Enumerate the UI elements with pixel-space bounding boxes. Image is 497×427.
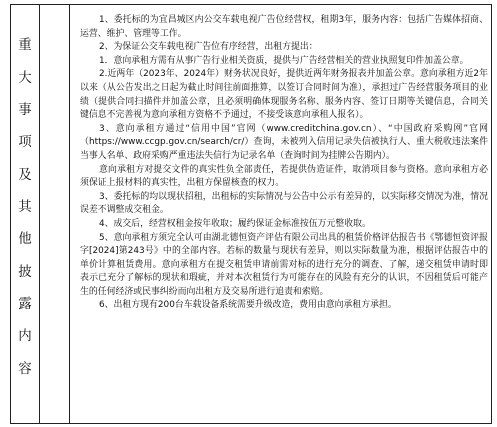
paragraph: 2.近两年（2023年、2024年）财务状况良好，提供近两年财务报表并加盖公章。意向承租方近2年以来（从公告发出之日起为截止时间往前面推算，以签订合同时间为准），承担过广告经营服务项目的业绩（提供合同扫描件并加盖公章，且必须明确体现服务名称、服务内容、签订日期等关键信息，合同关键信息不完善视为意向承租方资格不予通过，不接受该意向承租人报名）。 bbox=[80, 69, 488, 121]
section-label-char: 内 bbox=[18, 328, 32, 345]
paragraph: 6、出租方现有200台车载设备系统需要升级改造，费用由意向承租方承担。 bbox=[99, 300, 397, 311]
disclosure-content bbox=[70, 5, 491, 423]
section-label-char: 披 bbox=[18, 263, 32, 280]
section-label-char: 容 bbox=[18, 360, 32, 377]
paragraph: 3、意向承租方通过“信用中国”官网（www.creditchina.gov.cn）、“中国政府采购网”官网（https://www.ccgp.gov.cn/search/cr/）查询，未被列入信用记录失信被执行人、重大税收违法案件当事人名单、政府采购严重违法失信行为记录名单（查询时间为挂牌公告期内）。 bbox=[80, 123, 488, 161]
section-label bbox=[11, 5, 40, 423]
disclosure-table bbox=[10, 4, 492, 424]
spacer-column bbox=[40, 5, 70, 423]
section-label-char: 重 bbox=[18, 37, 32, 54]
section-label-char: 其 bbox=[18, 198, 32, 215]
section-label-char: 项 bbox=[18, 134, 32, 151]
paragraph: 2、为保证公交车载电视广告位有序经营，出租方提出： bbox=[99, 42, 318, 53]
paragraph: 4、成交后，经营权租金按年收取；履约保证金标准按伍万元整收取。 bbox=[99, 218, 371, 229]
section-label-char: 及 bbox=[18, 166, 32, 183]
paragraph: 1、委托标的为宜昌城区内公交车载电视广告位经营权，租期3年，服务内容：包括广告媒体招商、运营、维护、管理等工作。 bbox=[80, 15, 488, 39]
section-label-char: 事 bbox=[18, 101, 32, 118]
section-label-char: 露 bbox=[18, 296, 32, 313]
section-label-char: 大 bbox=[18, 69, 32, 86]
paragraph: 1．意向承租方需有从事广告行业相关资质，提供与广告经营相关的营业执照复印件加盖公章。 bbox=[99, 55, 469, 66]
section-label-char: 他 bbox=[18, 231, 32, 248]
paragraph: 3、委托标的均以现状招租，出租标的实际情况与公告中公示有差异的，以实际移交情况为准，情况误差不调整成交租金。 bbox=[80, 191, 488, 216]
paragraph: 意向承租方对提交文件的真实性负全部责任，若提供伪造证件，取消项目参与资格。意向承租方必须保证上报材料的真实性，出租方保留核查的权力。 bbox=[80, 164, 488, 189]
paragraph: 5、意向承租方须完全认可由湖北德恒资产评估有限公司出具的租赁价格评估报告书《鄂德恒资评报字[2024]第243号》中的全部内容。若标的数量与现状有差异，则以实际数量为准，根据评估报告中的单价计算租赁费用。意向承租方在提交租赁申请前需对标的进行充分的调查、了解，递交租赁申请时即表示已充分了解标的现状和瑕疵，并对本次租赁行为可能存在的风险有充分的认识，不因租赁后可能产生的任何经济或民事纠纷而向出租方及交易所进行追责和索赔。 bbox=[80, 232, 488, 297]
